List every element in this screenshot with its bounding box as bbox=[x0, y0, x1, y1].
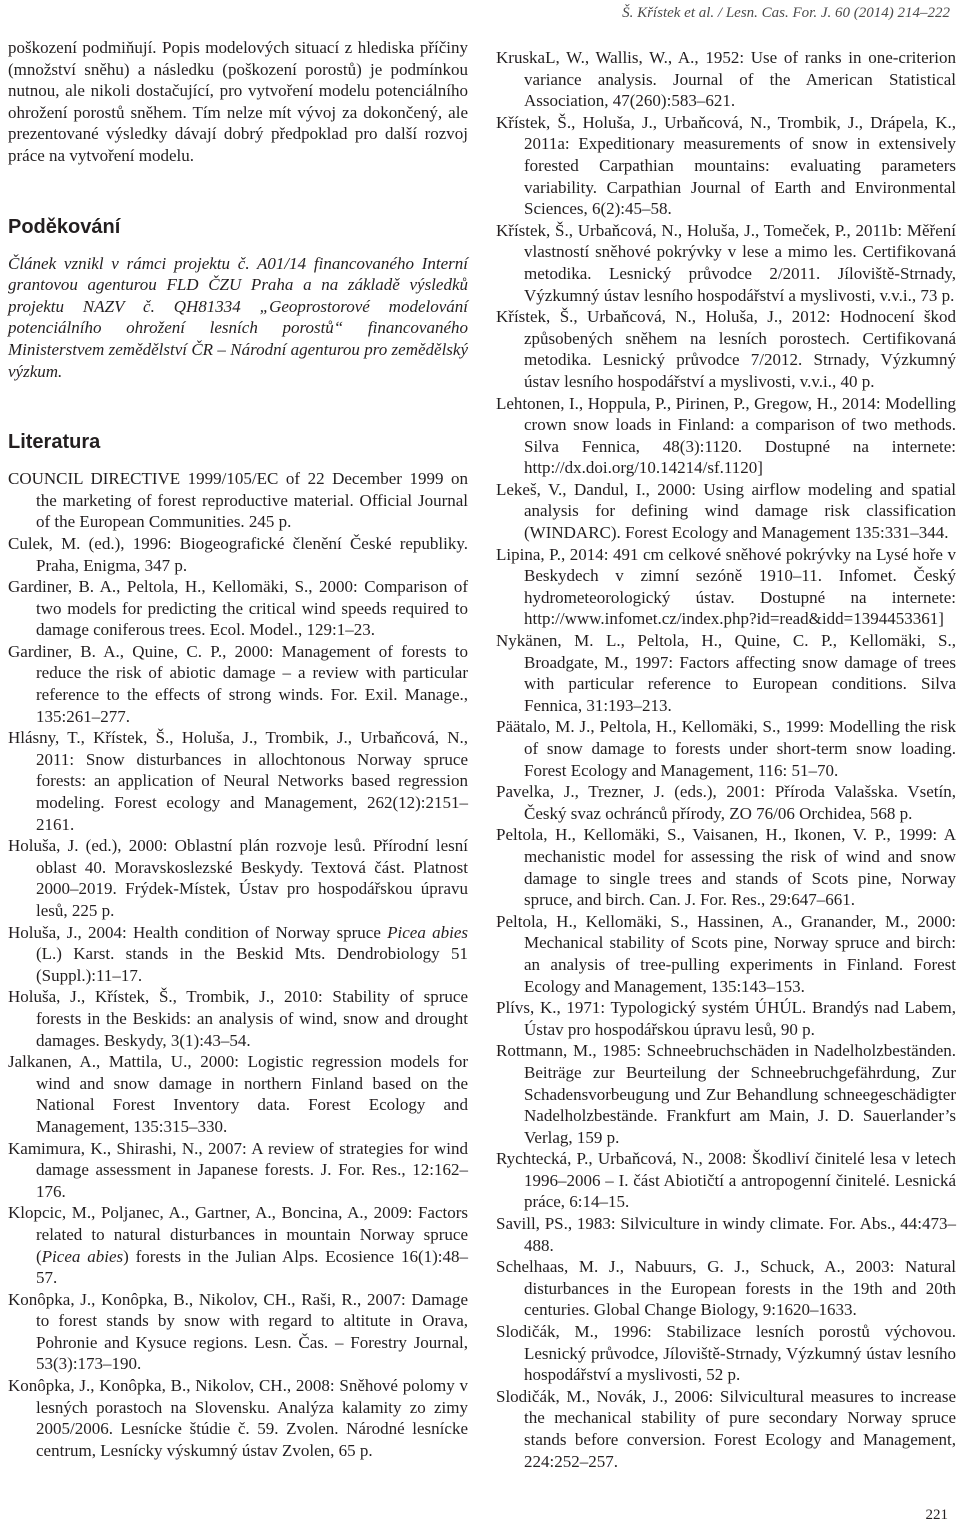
reference-text: Křístek, Š., Urbaňcová, N., Holuša, J., 2012: Hodnocení škod způsobených sněhem na lesních porostech. Certifikovaná metodika. Lesnický průvodce 7/2012. Strnady, Výzkumný ústav lesního hospodářství a myslivosti, v.v.i., 40 p. bbox=[496, 307, 956, 391]
reference-item bbox=[8, 1202, 468, 1288]
reference-text: Konôpka, J., Konôpka, B., Nikolov, CH., 2008: Sněhové polomy v lesných porastoch na Slovensku. Analýza kalamity zo zimy 2005/2006. Lesnícke štúdie č. 59. Zvolen. Národné lesnícke centrum, Lesnícky výskumný ústav Zvolen, 65 p. bbox=[8, 1376, 468, 1460]
reference-item bbox=[8, 727, 468, 835]
reference-text: Päätalo, M. J., Peltola, H., Kellomäki, S., 1999: Modelling the risk of snow damage to forests under short-term snow loading. Forest Ecology and Management, 116: 51–70. bbox=[496, 717, 956, 780]
reference-item bbox=[496, 630, 956, 716]
reference-text: Plívs, K., 1971: Typologický systém ÚHÚL. Brandýs nad Labem, Ústav pro hospodářskou úpravu lesů, 90 p. bbox=[496, 998, 956, 1039]
reference-text: Schelhaas, M. J., Nabuurs, G. J., Schuck, A., 2003: Natural disturbances in the European forests in the 19th and 20th centuries. Global Change Biology, 9:1620–1633. bbox=[496, 1257, 956, 1320]
reference-item bbox=[496, 112, 956, 220]
reference-text: Peltola, H., Kellomäki, S., Vaisanen, H., Ikonen, V. P., 1999: A mechanistic model for assessing the risk of wind and snow damage to single trees and stands of Scots pine, Norway spruce, and birch. Can. J. For. Res., 29:647–661. bbox=[496, 825, 956, 910]
reference-item bbox=[496, 824, 956, 910]
reference-text: Hlásny, T., Křístek, Š., Holuša, J., Trombik, J., Urbaňcová, N., 2011: Snow disturbances in allochtonous Norway spruce forests: an application of Neural Networks based regression modeling. Forest ecology and Management, 262(12):2151–2161. bbox=[8, 728, 468, 834]
reference-text: ) forests in the Julian Alps. Ecosience 16(1):48–57. bbox=[36, 1246, 468, 1288]
reference-item bbox=[8, 576, 468, 641]
reference-text: Culek, M. (ed.), 1996: Biogeografické členění České republiky. Praha, Enigma, 347 p. bbox=[8, 533, 468, 575]
running-header: Š. Křístek et al. / Lesn. Cas. For. J. 60 (2014) 214–222 bbox=[622, 5, 950, 21]
reference-item bbox=[496, 220, 956, 306]
reference-item bbox=[496, 544, 956, 630]
reference-text: Křístek, Š., Urbaňcová, N., Holuša, J., Tomeček, P., 2011b: Měření vlastností sněhové pokrývky v lese a mimo les. Certifikovaná metodika. Lesnický průvodce 2/2011. Jíloviště-Strnady, Výzkumný ústav lesního hospodářství a myslivosti, v.v.i., 73 p. bbox=[496, 220, 956, 305]
reference-item bbox=[496, 1386, 956, 1472]
right-column bbox=[496, 47, 956, 1472]
reference-text: Křístek, Š., Holuša, J., Urbaňcová, N., Trombik, J., Drápela, K., 2011a: Expeditionary measurements of snow in extensively forested Carpathian mountains: evaluating parameters variability. Carpathian Journal of Earth and Environmental Sciences, 6(2):45–58. bbox=[496, 112, 956, 219]
reference-item bbox=[496, 911, 956, 997]
reference-text: KruskaL, W., Wallis, W., A., 1952: Use of ranks in one-criterion variance analysis. Journal of the American Statistical Association, 47(260):583–621. bbox=[496, 48, 956, 111]
reference-list-right bbox=[496, 47, 956, 1472]
reference-item bbox=[496, 47, 956, 112]
reference-text: Pavelka, J., Trezner, J. (eds.), 2001: Příroda Valašska. Vsetín, Český svaz ochránců přírody, ZO 76/06 Orchidea, 568 p. bbox=[496, 782, 956, 823]
reference-text: Lekeš, V., Dandul, I., 2000: Using airflow modeling and spatial analysis for defining wind damage risk classification (WINDARC). Forest Ecology and Management 135:331–344. bbox=[496, 479, 956, 543]
reference-text: Gardiner, B. A., Quine, C. P., 2000: Management of forests to reduce the risk of abiotic damage – a review with particular reference to the effects of strong winds. For. Exil. Manage., 135:261–277. bbox=[8, 641, 468, 726]
reference-text: COUNCIL DIRECTIVE 1999/105/EC of 22 December 1999 on the marketing of forest reproductive material. Official Journal of the European Communities. 245 p. bbox=[8, 469, 468, 532]
reference-item bbox=[496, 716, 956, 781]
reference-item bbox=[496, 393, 956, 479]
reference-text: Nykänen, M. L., Peltola, H., Quine, C. P., Kellomäki, S., Broadgate, M., 1997: Factors affecting snow damage of trees with particular reference to European conditions. Silva Fennica, 31:193–213. bbox=[496, 631, 956, 715]
reference-item bbox=[8, 986, 468, 1051]
reference-item bbox=[496, 1321, 956, 1386]
reference-list-left bbox=[8, 468, 468, 1461]
reference-item bbox=[496, 1040, 956, 1148]
reference-text: (L.) Karst. stands in the Beskid Mts. Dendrobiology 51 (Suppl.):11–17. bbox=[36, 944, 468, 985]
reference-species-name: Picea abies bbox=[387, 922, 468, 942]
reference-text: Holuša, J., 2004: Health condition of Norway spruce bbox=[8, 922, 388, 942]
reference-text: Rychtecká, P., Urbaňcová, N., 2008: Škodliví činitelé lesa v letech 1996–2006 – I. část Abiotičtí a antropogenní činitelé. Lesnická práce, 6:14–15. bbox=[496, 1149, 956, 1212]
left-column bbox=[8, 37, 468, 1461]
reference-item bbox=[8, 533, 468, 576]
reference-text: Konôpka, J., Konôpka, B., Nikolov, CH., Raši, R., 2007: Damage to forest stands by snow with regard to altitute in Orava, Pohronie and Kysuce regions. Lesn. Čas. – Forestry Journal, 53(3):173–190. bbox=[8, 1289, 468, 1374]
reference-item bbox=[496, 781, 956, 824]
reference-text: Holuša, J., Křístek, Š., Trombik, J., 2010: Stability of spruce forests in the Beskids: an analysis of wind, snow and drought damages. Beskydy, 3(1):43–54. bbox=[8, 987, 468, 1050]
reference-item bbox=[8, 468, 468, 533]
reference-text: Slodičák, M., 1996: Stabilizace lesních porostů výchovou. Lesnický průvodce, Jíloviště-Strnady, Výzkumný ústav lesního hospodářství a myslivosti, 52 p. bbox=[496, 1322, 956, 1385]
reference-species-name: Picea abies bbox=[41, 1246, 124, 1266]
reference-item bbox=[496, 1213, 956, 1256]
reference-text: Lipina, P., 2014: 491 cm celkové sněhové pokrývky na Lysé hoře v Beskydech v zimní sezóně 1910–11. Infomet. Český hydrometeorologický ústav. Dostupné na internete: http://www.infomet.cz/index.php?id=read&idd=1394453361] bbox=[496, 544, 956, 629]
reference-text: Rottmann, M., 1985: Schneebruchschäden in Nadelholzbeständen. Beiträge zur Beurteilung der Schneebruchgefährdung, Zur Schadensvorbeugung und Zur Behandlung schneegeschädigter Nadelholzbestände. Frankfurt am Main, J. D. Sauerlander’s Verlag, 159 p. bbox=[496, 1041, 956, 1147]
reference-item bbox=[496, 479, 956, 544]
references-heading: Literatura bbox=[8, 431, 101, 454]
reference-item bbox=[8, 1375, 468, 1461]
reference-text: Kamimura, K., Shirashi, N., 2007: A review of strategies for wind damage assessment in Japanese forests. J. For. Res., 12:162–176. bbox=[8, 1138, 468, 1201]
reference-text: Klopcic, M., Poljanec, A., Gartner, A., Boncina, A., 2009: Factors related to natural disturbances in mountain Norway spruce ( bbox=[8, 1203, 468, 1266]
reference-item bbox=[496, 1256, 956, 1321]
reference-item bbox=[8, 1138, 468, 1203]
reference-text: Savill, PS., 1983: Silviculture in windy climate. For. Abs., 44:473–488. bbox=[496, 1214, 956, 1255]
reference-item bbox=[496, 306, 956, 392]
reference-text: Gardiner, B. A., Peltola, H., Kellomäki, S., 2000: Comparison of two models for predicting the critical wind speeds required to damage coniferous trees. Ecol. Model., 129:1–23. bbox=[8, 577, 468, 640]
acknowledgements-text: Článek vznikl v rámci projektu č. A01/14 financovaného Interní grantovou agenturou FLD ČZU Praha a na základě výsledků projektu NAZV č. QH81334 „Geoprostorové modelování potenciálního ohrožení lesních porostů“ financovaného Ministerstvem zemědělství ČR – Národní agenturou pro zemědělský výzkum. bbox=[8, 253, 468, 381]
reference-item bbox=[8, 1289, 468, 1375]
reference-item bbox=[8, 922, 468, 987]
reference-item bbox=[496, 997, 956, 1040]
reference-text: Holuša, J. (ed.), 2000: Oblastní plán rozvoje lesů. Přírodní lesní oblast 40. Moravskoslezské Beskydy. Textová část. Platnost 2000–2019. Frýdek-Místek, Ústav pro hospodářskou úpravu lesů, 225 p. bbox=[8, 836, 468, 920]
reference-text: Jalkanen, A., Mattila, U., 2000: Logistic regression models for wind and snow damage in northern Finland based on the National Forest Inventory data. Forest Ecology and Management, 135:315–330. bbox=[8, 1052, 468, 1136]
reference-item bbox=[8, 1051, 468, 1137]
reference-text: Peltola, H., Kellomäki, S., Hassinen, A., Granander, M., 2000: Mechanical stability of Scots pine, Norway spruce and birch: an analysis of tree-pulling experiments in Finland. Forest Ecology and Management, 135:143–153. bbox=[496, 911, 956, 996]
reference-text: Lehtonen, I., Hoppula, P., Pirinen, P., Gregow, H., 2014: Modelling crown snow loads in Finland: a comparison of two methods. Silva Fennica, 48(3):1120. Dostupné na internete: http://dx.doi.org/10.14214/sf.1120] bbox=[496, 393, 956, 478]
reference-item bbox=[8, 641, 468, 727]
acknowledgements-heading: Poděkování bbox=[8, 215, 121, 238]
reference-item bbox=[8, 835, 468, 921]
intro-paragraph: poškození podmiňují. Popis modelových situací z hlediska příčiny (množství sněhu) a následku (poškození porostů) je podmínkou nutnou, ale nikoli dostačující, pro vytvoření modelu potenciálního ohrožení porostů sněhem. Tím nelze mít vývoj za dokončený, ale prezentované výsledky dávají dobrý předpoklad pro další rozvoj práce na vytvoření modelu. bbox=[8, 38, 468, 165]
reference-text: Slodičák, M., Novák, J., 2006: Silvicultural measures to increase the mechanical stability of pure secondary Norway spruce stands before conversion. Forest Ecology and Management, 224:252–257. bbox=[496, 1386, 956, 1471]
page-number: 221 bbox=[925, 1507, 948, 1523]
reference-item bbox=[496, 1148, 956, 1213]
